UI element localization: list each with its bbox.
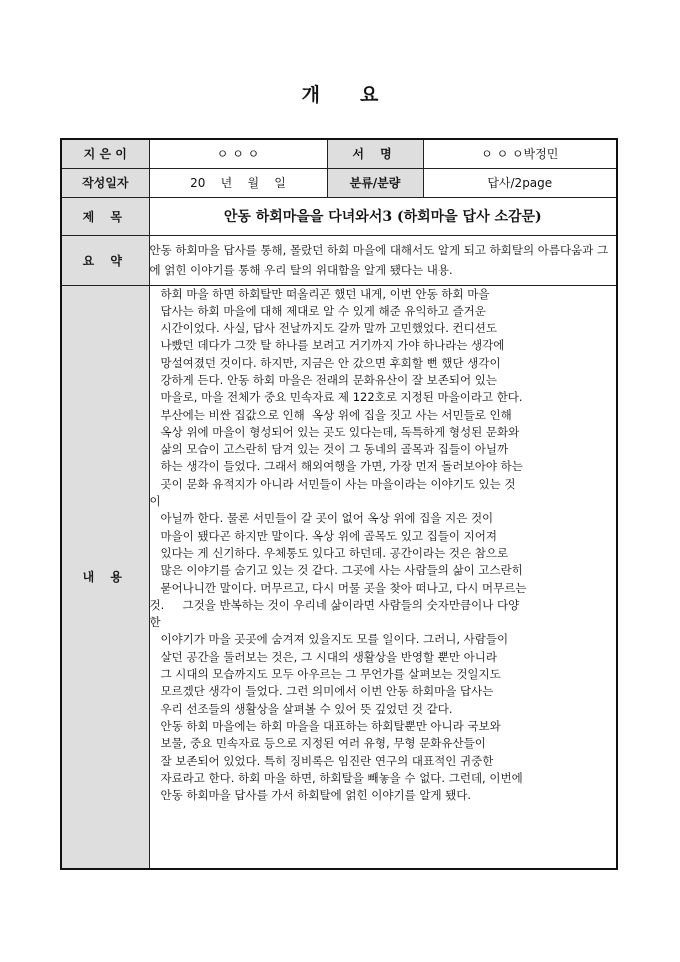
page-title-char-2: 요: [360, 84, 379, 106]
content-line: 묻어나니깐 말이다. 머무르고, 다시 머물 곳을 찾아 떠나고, 다시 머무르는: [149, 580, 527, 595]
content-line: 잘 보존되어 있었다. 특히 징비록은 임진란 연구의 대표적인 귀중한: [149, 753, 494, 768]
page-title: [0, 80, 680, 107]
content-line: 하는 생각이 들었다. 그래서 해외여행을 가면, 가장 먼저 돌러보아야 하는: [149, 459, 523, 474]
content-line: 그 시대의 모습까지도 모두 아우르는 그 무언가를 살펴보는 것일지도: [149, 667, 501, 682]
summary-label: 요 약: [61, 235, 149, 285]
content-line: 답사는 하회 마을에 대해 제대로 알 수 있게 해준 유익하고 즐거운: [149, 303, 486, 318]
content-line: 삶의 모습이 고스란히 담겨 있는 것이 그 동네의 골목과 집들이 아닐까: [149, 442, 509, 457]
content-line: 아닐까 한다. 물론 서민들이 갈 곳이 없어 옥상 위에 집을 지은 것이: [149, 511, 494, 526]
content-line: 마을이 됐다곤 하지만 말이다. 옥상 위에 골목도 있고 집들이 지어져: [149, 528, 497, 543]
content-line: 망설여졌던 것이다. 하지만, 지금은 안 갔으면 후회할 뻔 했단 생각이: [149, 355, 501, 370]
category-label: 분류/분량: [327, 168, 423, 197]
row-summary: [61, 235, 617, 285]
content-lines: [150, 286, 617, 805]
row-date: [61, 168, 617, 197]
title-value: 안동 하회마을을 다녀와서3 (하회마을 답사 소감문): [149, 197, 617, 235]
content-line: 강하게 든다. 안동 하회 마을은 전래의 문화유산이 잘 보존되어 있는: [149, 372, 497, 387]
content-line: 모르겠단 생각이 들었다. 그런 의미에서 이번 안동 하회마을 답사는: [149, 684, 494, 699]
report-form-table: [60, 138, 618, 870]
content-line: 자료라고 한다. 하회 마을 하면, 하회탈을 빼놓을 수 없다. 그런데, 이번에: [149, 770, 523, 785]
content-line: 우리 선조들의 생활상을 살펴볼 수 있어 뜻 깊었던 것 같다.: [149, 701, 453, 716]
date-label: 작성일자: [61, 168, 149, 197]
content-line: 보물, 중요 민속자료 등으로 지정된 여러 유형, 무형 문화유산들이: [149, 736, 486, 751]
content-line: 많은 이야기를 숨기고 있는 것 같다. 그곳에 사는 사람들의 삶이 고스란히: [149, 563, 523, 578]
content-line: 살던 공간을 둘러보는 것은, 그 시대의 생활상을 반영할 뿐만 아니라: [149, 649, 497, 664]
content-line: 것. 그것을 반복하는 것이 우리네 삶이라면 사람들의 숫자만큼이나 다양: [149, 597, 520, 612]
signature-value: ㅇ ㅇ ㅇ박정민: [423, 139, 617, 168]
content-label: 내 용: [61, 285, 149, 869]
content-line: 옥상 위에 마을이 형성되어 있는 곳도 있다는데, 독특하게 형성된 문화와: [149, 424, 520, 439]
content-line: 이: [149, 494, 161, 509]
content-line: 부산에는 비싼 집값으로 인해 옥상 위에 집을 짓고 사는 서민들로 인해: [149, 407, 512, 422]
content-line: 안동 하회 마을에는 하회 마을을 대표하는 하회탈뿐만 아니라 국보와: [149, 718, 501, 733]
content-line: 하회 마을 하면 하회탈만 떠올리곤 했던 내게, 이번 안동 하회 마을: [149, 286, 490, 301]
content-line: 마을로, 마을 전체가 중요 민속자료 제 122호로 지정된 마을이라고 한다.: [149, 390, 523, 405]
title-label: 제 목: [61, 197, 149, 235]
category-value: 답사/2page: [423, 168, 617, 197]
row-author: [61, 139, 617, 168]
row-content: [61, 285, 617, 869]
page-title-char-1: 개: [301, 84, 320, 106]
summary-value: 안동 하회마을 답사를 통해, 몰랐던 하회 마을에 대해서도 알게 되고 하회탈의 아름다움과 그에 얽힌 이야기를 통해 우리 탈의 위대함을 알게 됐다는 내용.: [149, 235, 617, 285]
content-body: [149, 285, 617, 869]
date-value: 20 년 월 일: [149, 168, 327, 197]
author-value: ㅇ ㅇ ㅇ: [149, 139, 327, 168]
content-line: 한: [149, 615, 161, 630]
content-line: 안동 하회마을 답사를 가서 하회탈에 얽힌 이야기를 알게 됐다.: [149, 788, 472, 803]
content-line: 시간이었다. 사실, 답사 전날까지도 갈까 말까 고민했었다. 컨디션도: [149, 321, 497, 336]
content-line: 곳이 문화 유적지가 아니라 서민들이 사는 마을이라는 이야기도 있는 것: [149, 476, 516, 491]
signature-label: 서 명: [327, 139, 423, 168]
content-line: 이야기가 마을 곳곳에 숨겨져 있을지도 모를 일이다. 그러니, 사람들이: [149, 632, 509, 647]
author-label: 지 은 이: [61, 139, 149, 168]
content-line: 있다는 게 신기하다. 우체통도 있다고 하던데. 공간이라는 것은 참으로: [149, 545, 509, 560]
row-title: [61, 197, 617, 235]
content-line: 나빴던 데다가 그깟 탈 하나를 보려고 거기까지 가야 하나라는 생각에: [149, 338, 505, 353]
